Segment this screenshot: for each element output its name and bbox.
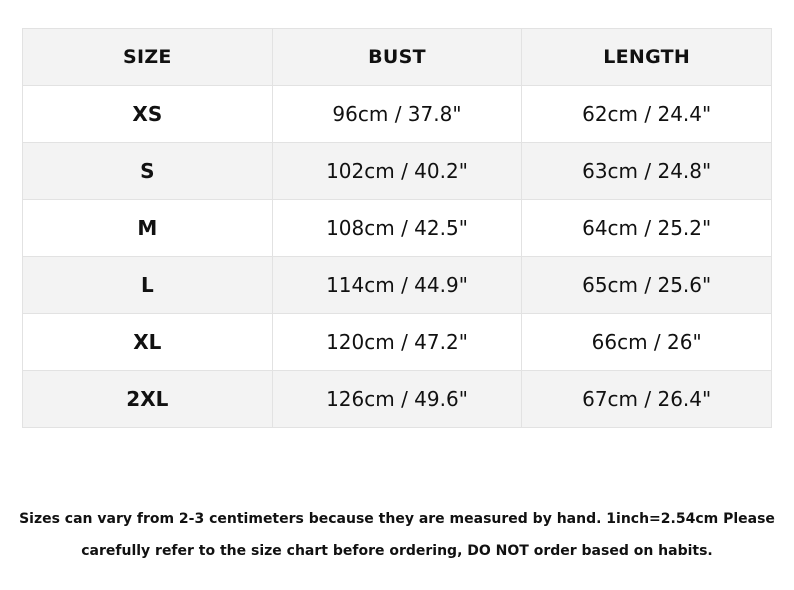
bust-cell: 126cm / 49.6" [272, 371, 522, 428]
length-cell: 63cm / 24.8" [522, 143, 772, 200]
table-header-row [23, 29, 772, 86]
size-cell: L [23, 257, 273, 314]
bust-cell: 114cm / 44.9" [272, 257, 522, 314]
size-cell: M [23, 200, 273, 257]
size-cell: XL [23, 314, 273, 371]
header-length: LENGTH [522, 29, 772, 86]
size-chart-table [22, 28, 772, 428]
size-cell: S [23, 143, 273, 200]
table-row [23, 200, 772, 257]
length-cell: 67cm / 26.4" [522, 371, 772, 428]
size-note-line-2: carefully refer to the size chart before ordering, DO NOT order based on habits. [81, 543, 713, 559]
table-row [23, 314, 772, 371]
bust-cell: 108cm / 42.5" [272, 200, 522, 257]
bust-cell: 120cm / 47.2" [272, 314, 522, 371]
size-cell: 2XL [23, 371, 273, 428]
table-row [23, 86, 772, 143]
table-row [23, 143, 772, 200]
bust-cell: 102cm / 40.2" [272, 143, 522, 200]
size-cell: XS [23, 86, 273, 143]
header-bust: BUST [272, 29, 522, 86]
table-row [23, 371, 772, 428]
size-note-line-1: Sizes can vary from 2-3 centimeters because they are measured by hand. 1inch=2.54cm Please [19, 511, 775, 527]
length-cell: 65cm / 25.6" [522, 257, 772, 314]
length-cell: 66cm / 26" [522, 314, 772, 371]
header-size: SIZE [23, 29, 273, 86]
bust-cell: 96cm / 37.8" [272, 86, 522, 143]
length-cell: 64cm / 25.2" [522, 200, 772, 257]
table-row [23, 257, 772, 314]
length-cell: 62cm / 24.4" [522, 86, 772, 143]
